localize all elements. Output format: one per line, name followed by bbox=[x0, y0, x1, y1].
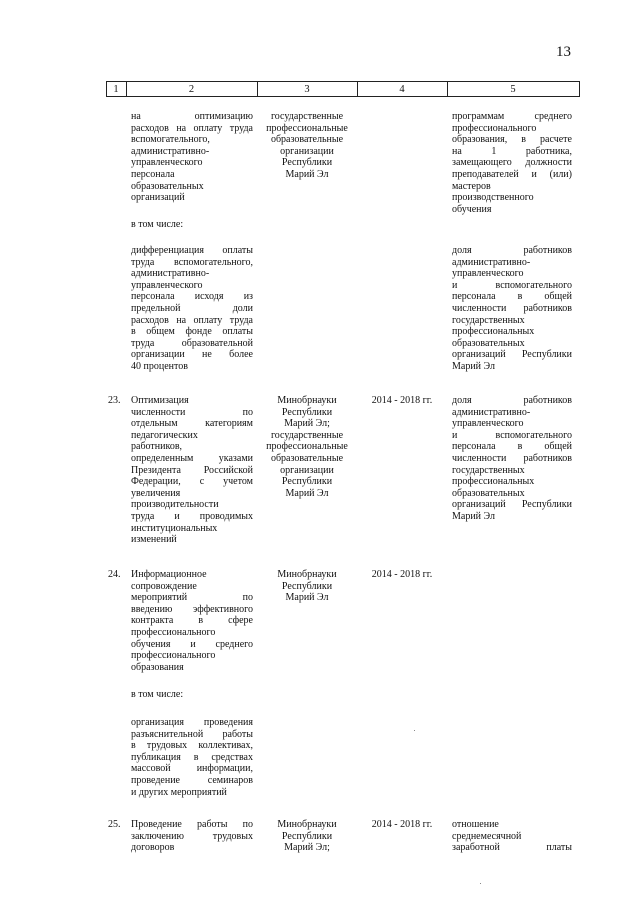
text-line: отношение bbox=[452, 819, 499, 830]
executor-text bbox=[258, 819, 356, 854]
text-line: персонала в общей bbox=[452, 441, 572, 453]
measure-text bbox=[131, 219, 253, 231]
text-line: заключению трудовых bbox=[131, 830, 253, 842]
text-line: массовой информации, bbox=[131, 763, 253, 775]
text-line: административно- bbox=[452, 256, 531, 268]
text-line: образования, в расчете bbox=[452, 134, 572, 146]
executor-text bbox=[258, 569, 356, 604]
text-line: организация проведения bbox=[131, 717, 253, 728]
text-line: профессиональных bbox=[452, 326, 535, 338]
measure-text bbox=[131, 245, 253, 373]
text-line: Республики bbox=[281, 406, 333, 418]
text-line: производственного bbox=[452, 192, 534, 204]
text-line: расходов на оплату труда bbox=[131, 314, 253, 326]
text-line: Минобрнауки bbox=[277, 819, 337, 830]
text-line: численности работников bbox=[452, 302, 572, 314]
text-line: увеличения bbox=[131, 487, 181, 499]
text-line: Марий Эл; bbox=[284, 842, 330, 854]
text-line: расходов на оплату труда bbox=[131, 122, 253, 134]
text-line: в том числе: bbox=[131, 689, 184, 700]
scan-speck bbox=[480, 883, 481, 884]
indicator-text bbox=[452, 111, 572, 215]
text-line: договоров bbox=[131, 842, 175, 854]
text-line: образовательные bbox=[270, 134, 344, 146]
text-line: образовательных bbox=[452, 487, 525, 499]
text-line: Республики bbox=[281, 580, 333, 592]
text-line: среднемесячной bbox=[452, 830, 522, 842]
text-line: в том числе: bbox=[131, 219, 184, 230]
text-line: организации bbox=[280, 464, 334, 476]
header-col-3: 3 bbox=[304, 84, 310, 95]
period-text: 2014 - 2018 гг. bbox=[371, 569, 433, 580]
text-line: персонала bbox=[131, 168, 175, 180]
executor-text bbox=[258, 395, 356, 499]
text-line: профессионального bbox=[131, 650, 216, 662]
text-line: организаций bbox=[131, 192, 185, 204]
text-line: профессиональные bbox=[266, 122, 348, 134]
text-line: обучения bbox=[452, 203, 492, 215]
text-line: профессионального bbox=[452, 122, 537, 134]
text-line: в трудовых коллективах, bbox=[131, 740, 253, 752]
text-line: численности работников bbox=[452, 452, 572, 464]
text-line: Марий Эл bbox=[285, 487, 329, 499]
text-line: образовательных bbox=[452, 337, 525, 349]
text-line: мероприятий по bbox=[131, 592, 253, 604]
text-line: административно- bbox=[452, 406, 531, 418]
text-line: профессионального bbox=[131, 626, 216, 638]
text-line: доля работников bbox=[452, 245, 572, 256]
text-line: управленческого bbox=[131, 157, 203, 169]
text-line: Республики bbox=[281, 830, 333, 842]
text-line: и вспомогательного bbox=[452, 429, 572, 441]
text-line: обучения и среднего bbox=[131, 638, 253, 650]
text-line: педагогических bbox=[131, 429, 198, 441]
executor-text bbox=[258, 111, 356, 181]
row-number: 24. bbox=[108, 569, 121, 580]
text-line: сопровождение bbox=[131, 580, 197, 592]
text-line: и вспомогательного bbox=[452, 279, 572, 291]
text-line: численности по bbox=[131, 406, 253, 418]
text-line: Марий Эл bbox=[285, 592, 329, 604]
period-text: 2014 - 2018 гг. bbox=[371, 395, 433, 406]
text-line: организаций Республики bbox=[452, 499, 572, 511]
text-line: управленческого bbox=[452, 418, 524, 430]
text-line: управленческого bbox=[452, 268, 524, 280]
header-col-4: 4 bbox=[399, 84, 405, 95]
scan-speck bbox=[414, 730, 415, 731]
measure-text bbox=[131, 569, 253, 673]
text-line: профессиональные bbox=[266, 441, 348, 453]
text-line: заработной платы bbox=[452, 842, 572, 854]
text-line: проведение семинаров bbox=[131, 774, 253, 786]
text-line: государственные bbox=[270, 429, 344, 441]
text-line: работников, bbox=[131, 441, 183, 453]
measure-text bbox=[131, 689, 253, 701]
text-line: образовательных bbox=[131, 180, 204, 192]
text-line: контракта в сфере bbox=[131, 615, 253, 627]
text-line: организаций Республики bbox=[452, 349, 572, 361]
text-line: административно- bbox=[131, 268, 210, 280]
text-line: Президента Российской bbox=[131, 464, 253, 476]
text-line: Марий Эл bbox=[285, 168, 329, 180]
text-line: отдельным категориям bbox=[131, 418, 253, 430]
text-line: административно- bbox=[131, 145, 210, 157]
text-line: труда образовательной bbox=[131, 337, 253, 349]
text-line: Федерации, с учетом bbox=[131, 476, 253, 488]
text-line: Марий Эл bbox=[452, 510, 495, 522]
text-line: мастеров bbox=[452, 180, 491, 192]
text-line: государственных bbox=[452, 314, 525, 326]
text-line: программам среднего bbox=[452, 111, 572, 122]
header-col-1: 1 bbox=[113, 84, 119, 95]
row-number: 23. bbox=[108, 395, 121, 406]
text-line: вспомогательного, bbox=[131, 134, 210, 146]
header-divider bbox=[579, 81, 580, 97]
text-line: образования bbox=[131, 661, 184, 673]
text-line: дифференциация оплаты bbox=[131, 245, 253, 256]
text-line: предельной доли bbox=[131, 302, 253, 314]
header-bottom-border bbox=[106, 96, 580, 97]
period-text: 2014 - 2018 гг. bbox=[371, 819, 433, 830]
text-line: Проведение работы по bbox=[131, 819, 253, 830]
text-line: замещающего должности bbox=[452, 157, 572, 169]
text-line: Минобрнауки bbox=[277, 395, 337, 406]
text-line: производительности bbox=[131, 499, 219, 511]
indicator-text bbox=[452, 395, 572, 523]
text-line: персонала исходя из bbox=[131, 291, 253, 303]
header-col-2: 2 bbox=[188, 84, 195, 95]
text-line: преподавателей и (или) bbox=[452, 168, 572, 180]
text-line: 40 процентов bbox=[131, 360, 188, 372]
indicator-text bbox=[452, 819, 572, 854]
text-line: Марий Эл; bbox=[284, 418, 330, 430]
text-line: персонала в общей bbox=[452, 291, 572, 303]
text-line: труда и проводимых bbox=[131, 510, 253, 522]
header-top-border bbox=[106, 81, 580, 82]
row-number: 25. bbox=[108, 819, 121, 830]
text-line: труда вспомогательного, bbox=[131, 256, 253, 268]
text-line: профессиональных bbox=[452, 476, 535, 488]
text-line: Республики bbox=[281, 476, 333, 488]
text-line: Оптимизация bbox=[131, 395, 189, 406]
measure-text bbox=[131, 111, 253, 204]
text-line: и других мероприятий bbox=[131, 786, 227, 798]
text-line: изменений bbox=[131, 534, 177, 546]
page-number: 13 bbox=[556, 44, 571, 60]
text-line: государственных bbox=[452, 464, 525, 476]
text-line: публикация в средствах bbox=[131, 751, 253, 763]
text-line: управленческого bbox=[131, 279, 203, 291]
indicator-text bbox=[452, 245, 572, 373]
text-line: образовательные bbox=[270, 452, 344, 464]
text-line: организации bbox=[280, 145, 334, 157]
text-line: институциональных bbox=[131, 522, 218, 534]
text-line: определенным указами bbox=[131, 452, 253, 464]
text-line: введению эффективного bbox=[131, 603, 253, 615]
measure-text bbox=[131, 395, 253, 546]
text-line: организации не более bbox=[131, 349, 253, 361]
text-line: в общем фонде оплаты bbox=[131, 326, 253, 338]
measure-text bbox=[131, 717, 253, 798]
text-line: Информационное bbox=[131, 569, 207, 580]
text-line: доля работников bbox=[452, 395, 572, 406]
header-col-5: 5 bbox=[510, 84, 516, 95]
text-line: Республики bbox=[281, 157, 333, 169]
measure-text bbox=[131, 819, 253, 854]
text-line: Марий Эл bbox=[452, 360, 495, 372]
text-line: на оптимизацию bbox=[131, 111, 253, 122]
text-line: Минобрнауки bbox=[277, 569, 337, 580]
text-line: разъяснительной работы bbox=[131, 728, 253, 740]
text-line: государственные bbox=[270, 111, 344, 122]
text-line: на 1 работника, bbox=[452, 145, 572, 157]
